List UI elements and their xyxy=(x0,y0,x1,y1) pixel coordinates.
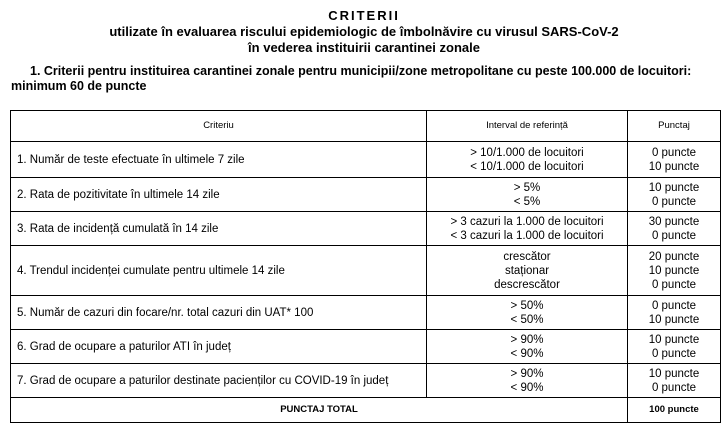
document-subtitle: utilizate în evaluarea riscului epidemiologic de îmbolnăvire cu virusul SARS-CoV-2 xyxy=(109,24,619,39)
interval-cell xyxy=(427,330,628,364)
interval-value: > 50% xyxy=(510,299,544,312)
section-heading xyxy=(11,64,721,94)
points-cell xyxy=(628,296,721,330)
points-value: 10 puncte xyxy=(648,264,700,277)
points-value: 10 puncte xyxy=(648,367,700,380)
interval-value: > 10/1.000 de locuitori xyxy=(470,146,584,159)
points-value: 0 puncte xyxy=(651,347,697,360)
interval-value: < 5% xyxy=(513,195,541,208)
criterion-cell: 7. Grad de ocupare a paturilor destinate pacienților cu COVID-19 în județ xyxy=(11,364,427,398)
interval-value: < 90% xyxy=(510,381,544,394)
section-heading-line1: 1. Criterii pentru instituirea carantinei zonale pentru municipii/zone metropolitane cu peste 100.000 de locuitori: xyxy=(30,64,692,78)
interval-cell xyxy=(427,178,628,212)
points-value: 10 puncte xyxy=(648,333,700,346)
total-value: 100 puncte xyxy=(628,398,721,423)
document-subtitle-2: în vederea instituirii carantinei zonale xyxy=(248,40,480,55)
interval-cell xyxy=(427,142,628,178)
table-header-row xyxy=(11,111,721,142)
interval-cell xyxy=(427,364,628,398)
interval-cell xyxy=(427,246,628,296)
points-value: 0 puncte xyxy=(651,278,697,291)
interval-cell xyxy=(427,296,628,330)
interval-value: < 3 cazuri la 1.000 de locuitori xyxy=(450,229,604,242)
interval-value: > 90% xyxy=(510,333,544,346)
section-heading-line2: minimum 60 de puncte xyxy=(11,79,147,93)
points-value: 10 puncte xyxy=(648,181,700,194)
interval-value: > 90% xyxy=(510,367,544,380)
interval-value: crescător xyxy=(503,250,551,263)
table-row xyxy=(11,178,721,212)
header-points: Punctaj xyxy=(628,111,721,142)
points-cell xyxy=(628,330,721,364)
total-label: PUNCTAJ TOTAL xyxy=(11,398,628,423)
points-value: 0 puncte xyxy=(651,146,697,159)
interval-cell xyxy=(427,212,628,246)
criterion-cell: 5. Număr de cazuri din focare/nr. total cazuri din UAT* 100 xyxy=(11,296,427,330)
criterion-cell: 1. Număr de teste efectuate în ultimele 7 zile xyxy=(11,142,427,178)
interval-value: > 5% xyxy=(513,181,541,194)
criterion-cell: 3. Rata de incidență cumulată în 14 zile xyxy=(11,212,427,246)
header-interval: Interval de referință xyxy=(427,111,628,142)
interval-value: < 50% xyxy=(510,313,544,326)
criterion-cell: 2. Rata de pozitivitate în ultimele 14 zile xyxy=(11,178,427,212)
interval-value: < 10/1.000 de locuitori xyxy=(470,160,584,173)
points-cell xyxy=(628,178,721,212)
table-row xyxy=(11,330,721,364)
criterion-cell: 4. Trendul incidenței cumulate pentru ultimele 14 zile xyxy=(11,246,427,296)
interval-value: staționar xyxy=(504,264,550,277)
interval-value: descrescător xyxy=(494,278,560,291)
points-value: 0 puncte xyxy=(651,195,697,208)
points-value: 0 puncte xyxy=(651,299,697,312)
points-value: 30 puncte xyxy=(648,215,700,228)
table-row xyxy=(11,364,721,398)
points-value: 0 puncte xyxy=(651,381,697,394)
header-criterion: Criteriu xyxy=(11,111,427,142)
table-row xyxy=(11,246,721,296)
table-row xyxy=(11,212,721,246)
points-value: 20 puncte xyxy=(648,250,700,263)
criteria-table xyxy=(10,110,721,423)
document-title: CRITERII xyxy=(328,8,400,23)
criterion-cell: 6. Grad de ocupare a paturilor ATI în județ xyxy=(11,330,427,364)
interval-value: < 90% xyxy=(510,347,544,360)
points-value: 0 puncte xyxy=(651,229,697,242)
table-row xyxy=(11,296,721,330)
table-row xyxy=(11,142,721,178)
points-value: 10 puncte xyxy=(648,313,700,326)
points-cell xyxy=(628,212,721,246)
points-cell xyxy=(628,364,721,398)
points-cell xyxy=(628,142,721,178)
total-row xyxy=(11,398,721,423)
points-value: 10 puncte xyxy=(648,160,700,173)
interval-value: > 3 cazuri la 1.000 de locuitori xyxy=(450,215,604,228)
points-cell xyxy=(628,246,721,296)
